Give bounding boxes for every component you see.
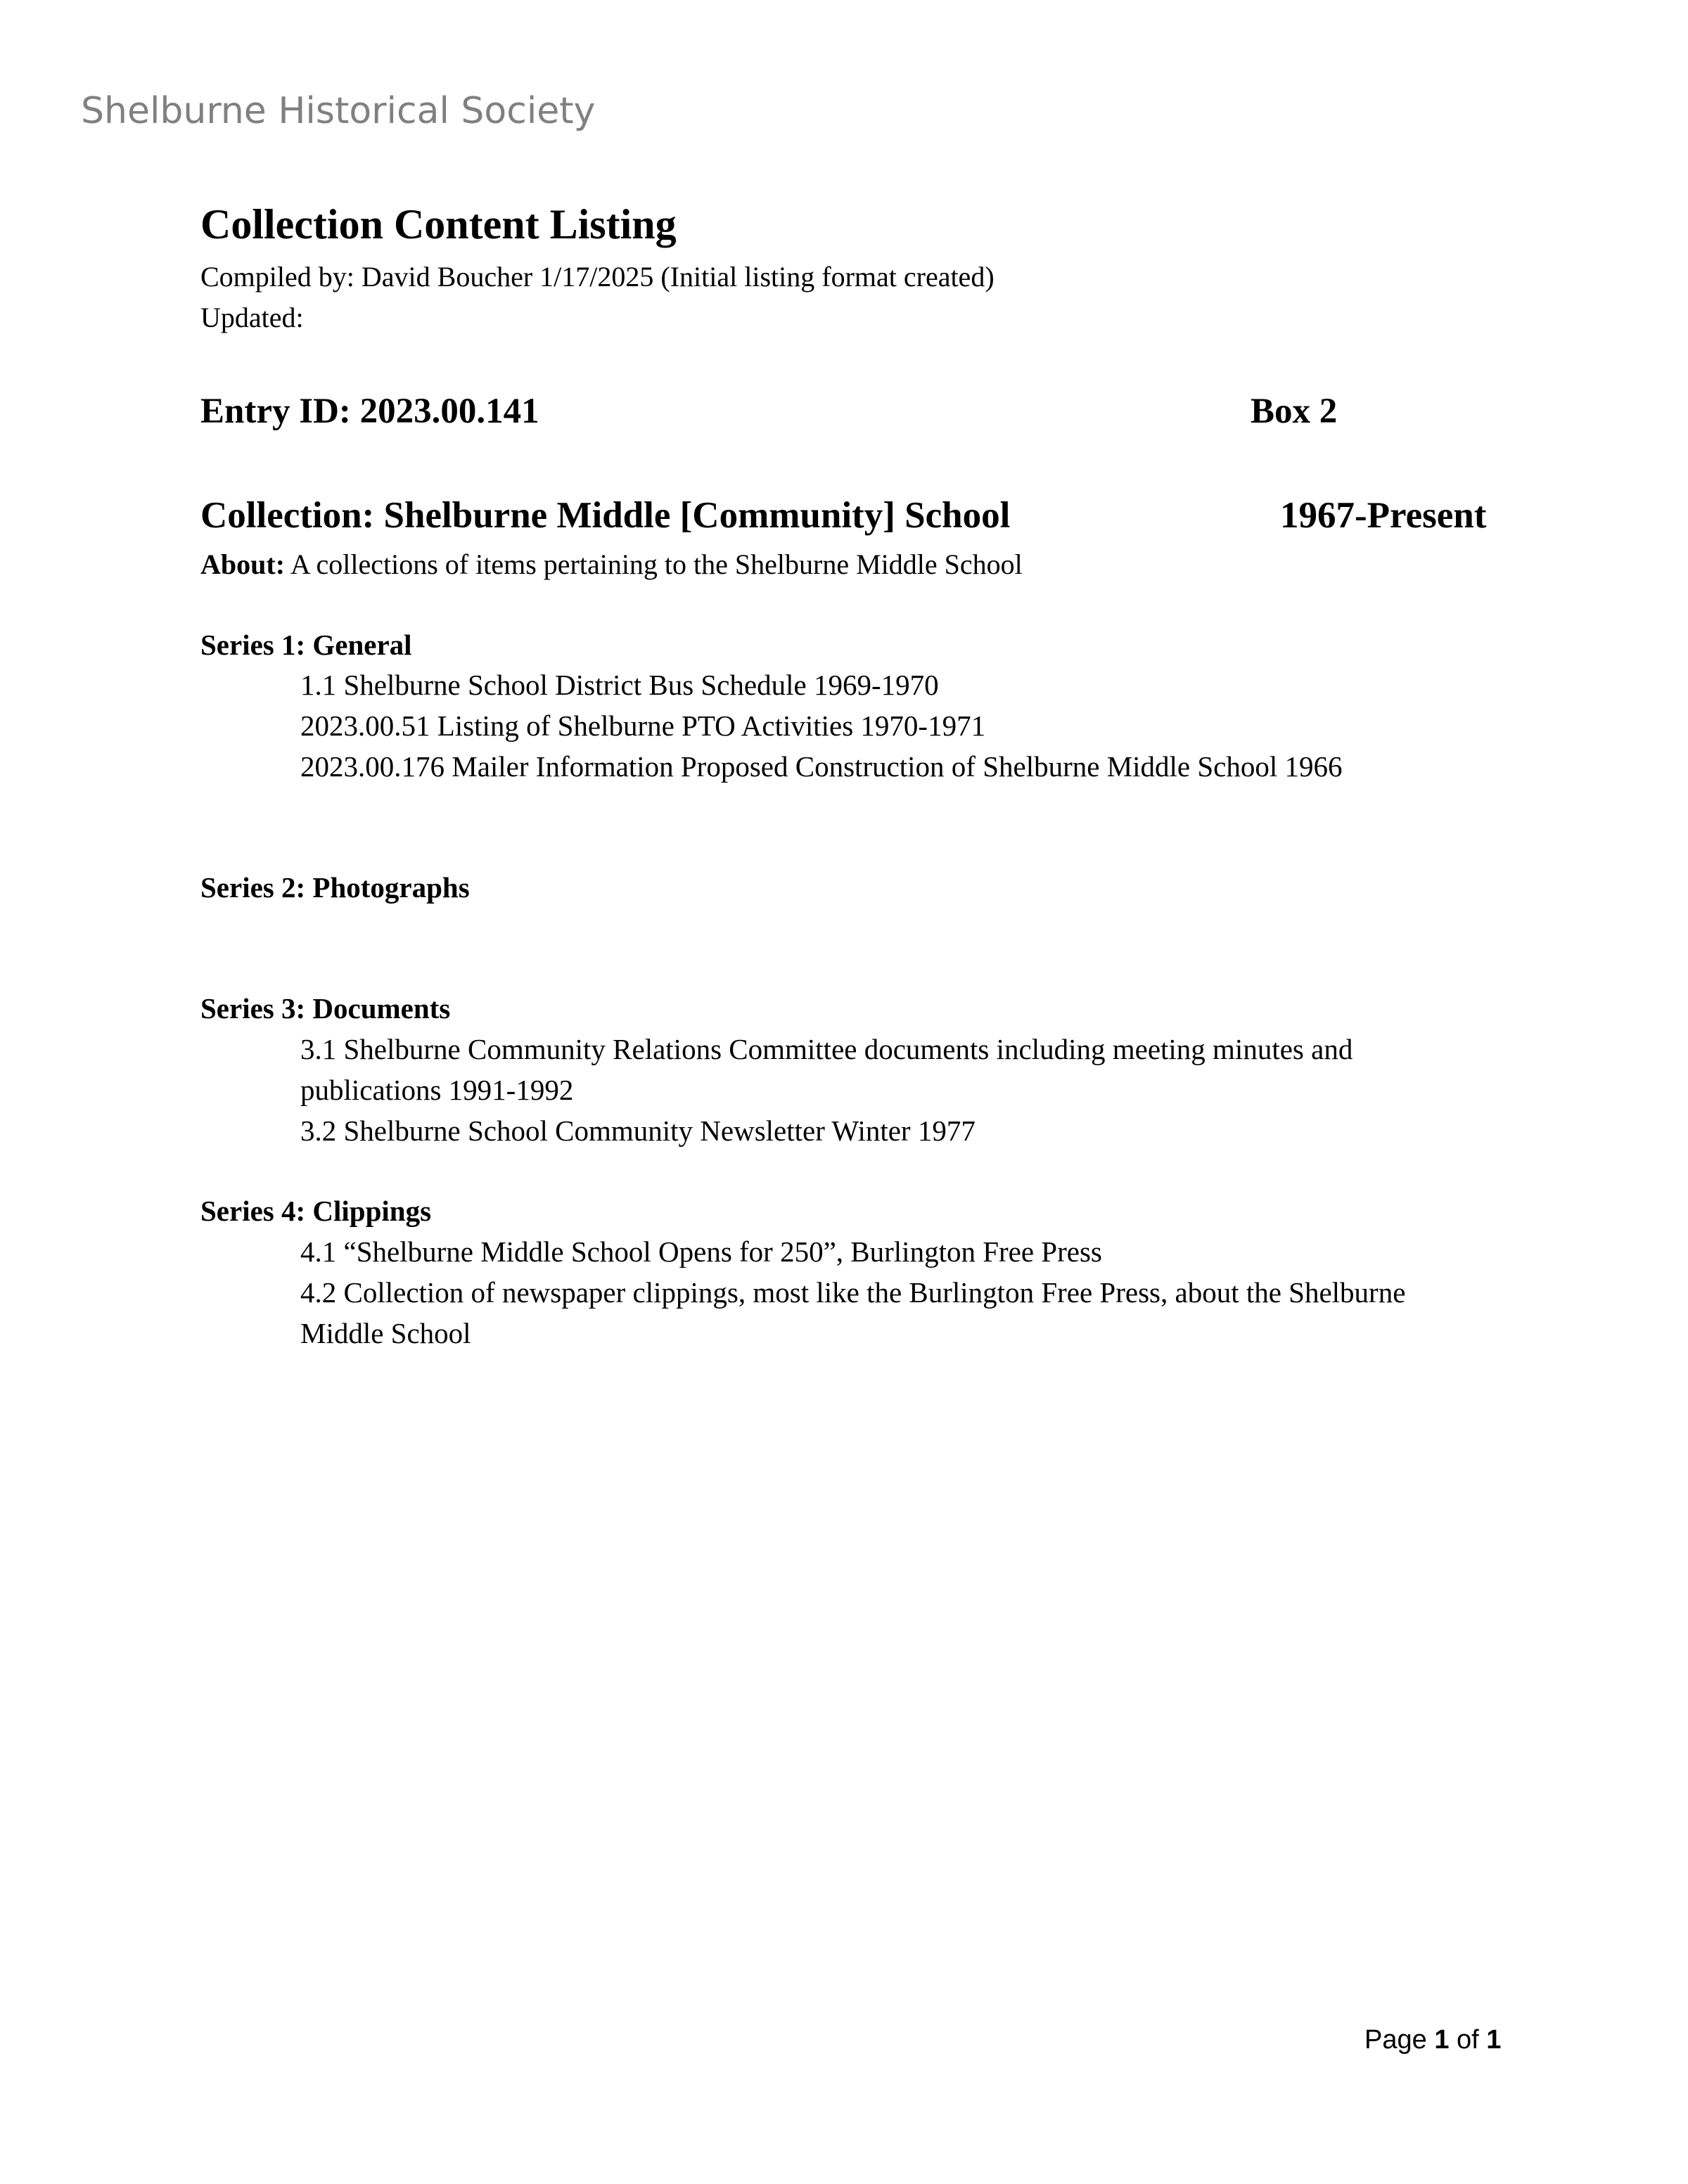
series-3-item: publications 1991-1992 <box>300 1074 574 1106</box>
collection-name: Collection: Shelburne Middle [Community] School <box>200 495 1011 536</box>
series-1-item: 2023.00.51 Listing of Shelburne PTO Activities 1970-1971 <box>300 709 986 742</box>
series-1-item: 1.1 Shelburne School District Bus Schedule 1969-1970 <box>300 669 939 701</box>
page-number <box>1364 2025 1501 2055</box>
of-word: of <box>1449 2025 1487 2055</box>
series-3-item: 3.1 Shelburne Community Relations Committee documents including meeting minutes and <box>300 1033 1353 1065</box>
page-word: Page <box>1364 2025 1435 2055</box>
page-current: 1 <box>1434 2025 1450 2055</box>
series-4-item: 4.1 “Shelburne Middle School Opens for 250”, Burlington Free Press <box>300 1235 1102 1268</box>
series-3-heading: Series 3: Documents <box>200 992 451 1024</box>
about-label: About: <box>200 548 286 580</box>
collection-dates: 1967-Present <box>1280 495 1487 536</box>
document-title: Collection Content Listing <box>200 201 677 248</box>
organization-header: Shelburne Historical Society <box>81 90 596 132</box>
series-4-heading: Series 4: Clippings <box>200 1195 432 1227</box>
about-line <box>200 548 1023 581</box>
about-text: A collections of items pertaining to the Shelburne Middle School <box>285 548 1023 580</box>
compiled-by: Compiled by: David Boucher 1/17/2025 (Initial listing format created) <box>200 261 995 293</box>
updated-label: Updated: <box>200 302 304 333</box>
series-1-heading: Series 1: General <box>200 629 412 661</box>
page-total: 1 <box>1486 2025 1502 2055</box>
box-number: Box 2 <box>1251 392 1338 431</box>
series-4-item: Middle School <box>300 1317 471 1349</box>
series-4-item: 4.2 Collection of newspaper clippings, most like the Burlington Free Press, about the Shelburne <box>300 1276 1406 1309</box>
series-3-item: 3.2 Shelburne School Community Newsletter Winter 1977 <box>300 1115 976 1147</box>
series-2-heading: Series 2: Photographs <box>200 871 470 904</box>
series-1-item: 2023.00.176 Mailer Information Proposed Construction of Shelburne Middle School 1966 <box>300 750 1343 783</box>
entry-id: Entry ID: 2023.00.141 <box>200 392 539 431</box>
